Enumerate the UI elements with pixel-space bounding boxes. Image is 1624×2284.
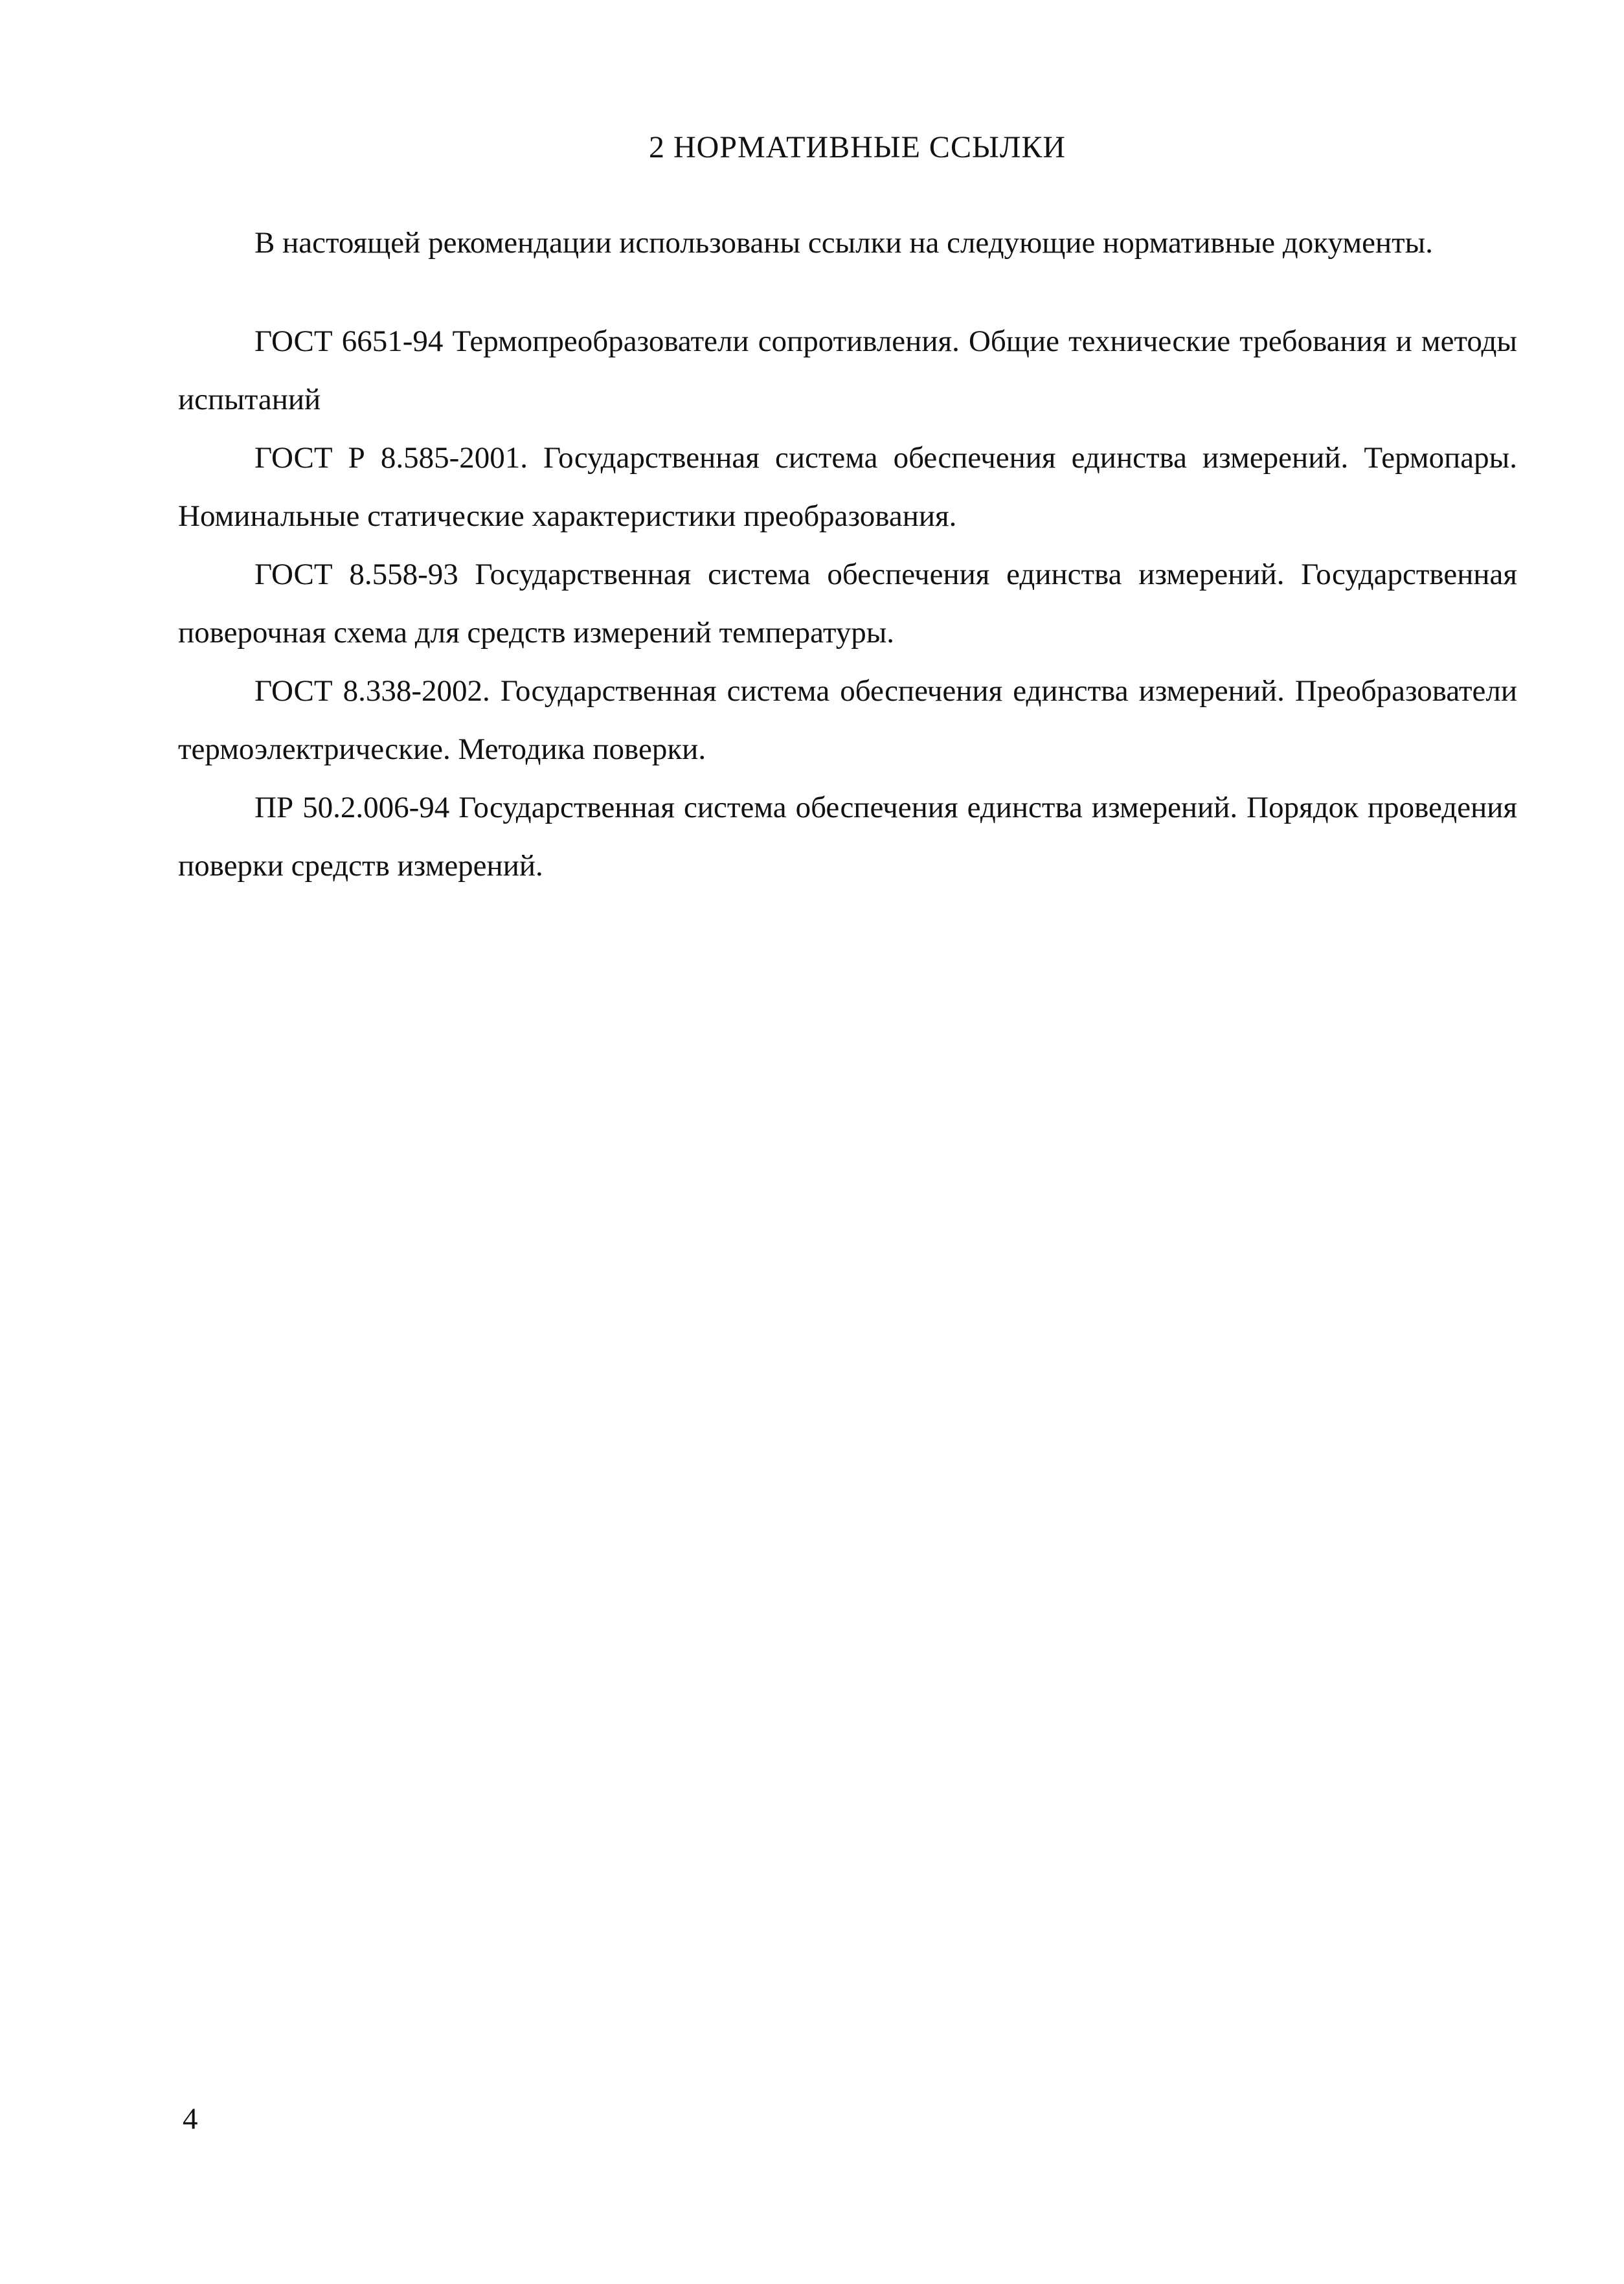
reference-gost-r-8-585-2001: ГОСТ Р 8.585-2001. Государственная система обеспечения единства измерений. Термопары. Номинальные статические характеристики преобразования. — [178, 441, 1517, 533]
section-title: 2 НОРМАТИВНЫЕ ССЫЛКИ — [648, 130, 1066, 164]
reference-gost-8-338-2002: ГОСТ 8.338-2002. Государственная система обеспечения единства измерений. Преобразователи термоэлектрические. Методика поверки. — [178, 674, 1517, 766]
reference-gost-6651-94: ГОСТ 6651-94 Термопреобразователи сопротивления. Общие технические требования и методы испытаний — [178, 324, 1517, 416]
reference-pr-50-2-006-94: ПР 50.2.006-94 Государственная система обеспечения единства измерений. Порядок проведения поверки средств измерений. — [178, 791, 1517, 883]
document-body — [178, 214, 1517, 895]
intro-paragraph: В настоящей рекомендации использованы ссылки на следующие нормативные документы. — [254, 226, 1433, 260]
reference-gost-8-558-93: ГОСТ 8.558-93 Государственная система обеспечения единства измерений. Государственная поверочная схема для средств измерений температуры. — [178, 558, 1517, 650]
page-number: 4 — [183, 2102, 198, 2136]
